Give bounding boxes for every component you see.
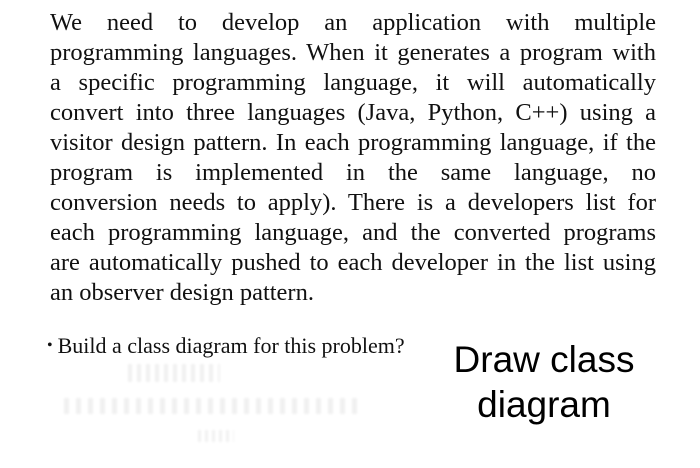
task-text: Build a class diagram for this problem? — [57, 333, 405, 358]
problem-line: programming languages. When it generates a program with — [50, 39, 656, 66]
note-line: Draw class — [453, 339, 635, 380]
problem-statement — [50, 8, 656, 308]
draw-class-diagram-note — [436, 337, 652, 427]
problem-line: conversion needs to apply). There is a developers list for — [50, 189, 656, 216]
problem-line: each programming language, and the converted programs — [50, 219, 656, 246]
problem-line: are automatically pushed to each developer in the list using — [50, 249, 656, 276]
problem-line: a specific programming language, it will automatically — [50, 69, 656, 96]
problem-line: convert into three languages (Java, Python, C++) using a — [50, 99, 656, 126]
faded-bleed-through-mark — [128, 364, 220, 382]
problem-line: visitor design pattern. In each programming language, if the — [50, 129, 656, 156]
faded-bleed-through-mark — [64, 398, 364, 414]
problem-line: program is implemented in the same language, no — [50, 159, 656, 186]
faded-bleed-through-mark — [198, 430, 234, 442]
bullet-icon: • — [47, 337, 53, 354]
note-line: diagram — [477, 384, 611, 425]
problem-line: an observer design pattern. — [50, 279, 314, 306]
problem-line: We need to develop an application with multiple — [50, 9, 656, 36]
task-bullet-item — [47, 332, 405, 360]
